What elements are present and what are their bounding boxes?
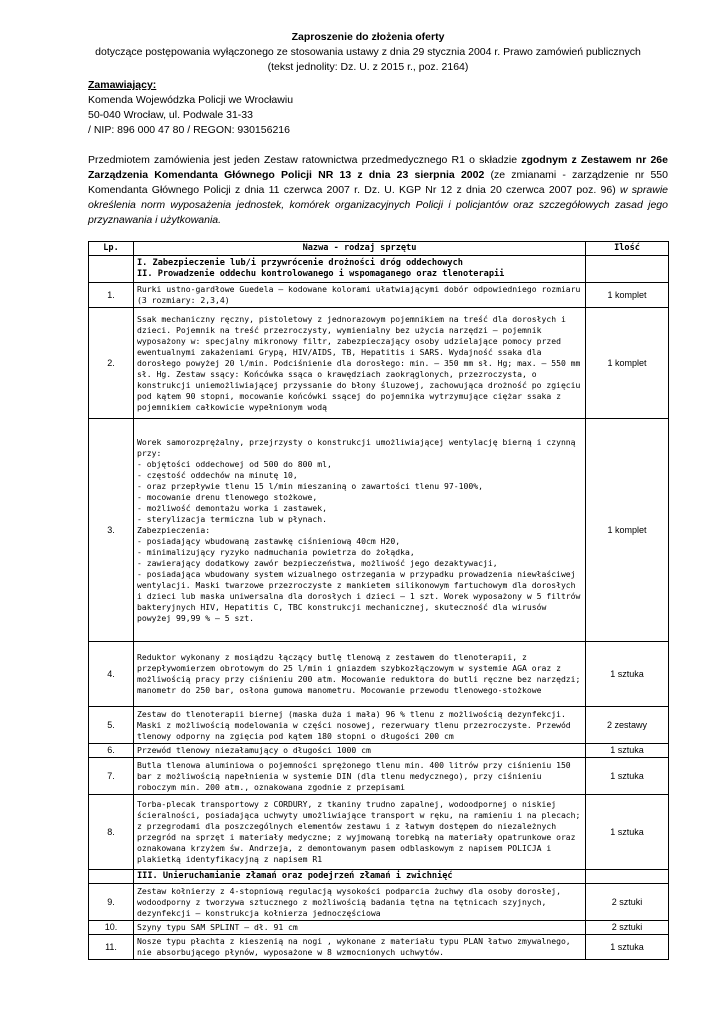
row-description: Zestaw do tlenoterapii biernej (maska duża i mała) 96 % tlenu z możliwością dezynfekcji. Maski z możliwością modelowania w części nosowej, rezerwuary tlenu przezroczyste. Przewód tlenowy odporny na zgięcia pod kątem 180 stopni o długości 200 cm xyxy=(134,707,586,744)
intro-bold-reference: zgodnym z Zestawem nr 26e Zarządzenia Komendanta Głównego Policji NR 13 z dnia 23 sierpnia 2002 xyxy=(88,154,668,181)
desc-line: - oraz przepływie tlenu 15 l/min mieszaniną o zawartości tlenu 97-100%, xyxy=(137,480,483,491)
header-name: Nazwa - rodzaj sprzętu xyxy=(134,242,586,256)
row-description: Szyny typu SAM SPLINT – dł. 91 cm xyxy=(134,921,586,935)
desc-line: - minimalizujący ryzyko nadmuchania powietrza do żołądka, xyxy=(137,546,415,557)
table-row xyxy=(89,921,669,935)
contracting-name: Komenda Wojewódzka Policji we Wrocławiu xyxy=(88,94,294,106)
row-quantity: 1 sztuka xyxy=(586,744,669,758)
row-quantity: 2 sztuki xyxy=(586,884,669,921)
row-lp: 7. xyxy=(89,758,134,795)
row-description: Nosze typu płachta z kieszenią na nogi , wykonane z materiału typu PLAN łatwo zmywalnego, nie absorbującego płynów, wyposażone w 8 wzmocnionych uchwytów. xyxy=(134,935,586,960)
row-lp: 4. xyxy=(89,642,134,707)
row-description: Torba-plecak transportowy z CORDURY, z tkaniny trudno zapalnej, wodoodpornej o niskiej ścieralności, posiadająca uchwyty umożliwiające transport w ręku, na ramieniu i na plecach; z przegrodami dla poszczególnych elementów zestawu i z łatwym dostępem do niezależnych przegród na sprzęt i materiały medyczne; z wyjmowaną torebką na materiały opatrunkowe oraz oznakowana krzyżem św. Andrzeja, z demontowanym pasem odblaskowym z napisem POLICJA i plakietką identyfikacyjną z napisem R1 xyxy=(134,795,586,870)
table-row xyxy=(89,308,669,419)
section-row xyxy=(89,870,669,884)
desc-line: - zawierający dodatkowy zawór bezpieczeństwa, możliwość jego dezaktywacji, xyxy=(137,557,498,568)
intro-paragraph xyxy=(88,153,668,228)
row-lp: 11. xyxy=(89,935,134,960)
row-lp: 6. xyxy=(89,744,134,758)
row-lp: 8. xyxy=(89,795,134,870)
table-row xyxy=(89,758,669,795)
row-quantity: 1 komplet xyxy=(586,308,669,419)
table-row xyxy=(89,707,669,744)
section-title-2: II. Prowadzenie oddechu kontrolowanego i wspomaganego oraz tlenoterapii xyxy=(137,269,505,279)
table-header-row xyxy=(89,242,669,256)
section-title xyxy=(134,256,586,283)
desc-line: - sterylizacja termiczna lub w płynach. xyxy=(137,513,328,524)
table-row xyxy=(89,795,669,870)
row-quantity: 1 komplet xyxy=(586,283,669,308)
row-lp: 1. xyxy=(89,283,134,308)
section-title-1: I. Zabezpieczenie lub/i przywrócenie drożności dróg oddechowych xyxy=(137,258,463,268)
table-row xyxy=(89,744,669,758)
table-row xyxy=(89,884,669,921)
table-row xyxy=(89,419,669,642)
header-lp: Lp. xyxy=(89,242,134,256)
contracting-ids: / NIP: 896 000 47 80 / REGON: 930156216 xyxy=(88,124,290,136)
row-lp: 10. xyxy=(89,921,134,935)
header-subtitle-line2: (tekst jednolity: Dz. U. z 2015 r., poz. 2164) xyxy=(267,61,469,73)
desc-line: Worek samorozprężalny, przejrzysty o konstrukcji umożliwiającej wentylację bierną i czynną przy: xyxy=(137,436,576,458)
table-row xyxy=(89,283,669,308)
desc-line: - możliwość demontażu worka i zastawek, xyxy=(137,502,328,513)
row-quantity: 2 sztuki xyxy=(586,921,669,935)
header-qty: Ilość xyxy=(586,242,669,256)
row-description: Przewód tlenowy niezałamujący o długości 1000 cm xyxy=(134,744,586,758)
table-row xyxy=(89,642,669,707)
row-lp: 9. xyxy=(89,884,134,921)
section-row xyxy=(89,256,669,283)
desc-line: - posiadający wbudowaną zastawkę ciśnieniową 40cm H20, xyxy=(137,535,401,546)
row-description: Ssak mechaniczny ręczny, pistoletowy z jednorazowym pojemnikiem na treść dla dorosłych i dzieci. Pojemnik na treść przezroczysty, wymienialny bez użycia narzędzi – pojemnik wyposażony w: specjalny mikronowy filtr, zabezpieczający osoby udzielające pomocy przed ewentualnymi zakażeniami Grypą, HIV/AIDS, TB, Hepatitis i SARS. Wydajność ssaka dla dorosłego powyżej 20 l/min. Podciśnienie dla dorosłego: min. – 350 mm sł. Hg; max. – 550 mm sł. Hg. Zestaw ssący: Końcówka ssąca o krawędziach zaokrąglonych, przezroczysta, o konstrukcji uniemożliwiającej przyssanie do błony śluzowej, zachowująca drożność po zgięciu pod kątem 90 stopni, mocowanie końcówki ssącej do pojemnika wytrzymujące ciężar ssaka z pojemnikiem całkowicie wypełnionym wodą xyxy=(134,308,586,419)
row-description: Zestaw kołnierzy z 4-stopniową regulacją wysokości podparcia żuchwy dla osoby dorosłej, wodoodporny z tworzywa sztucznego z możliwością badania tętna na tętnicach szyjnych, dezynfekcji – konstrukcja kołnierza jednoczęściowa xyxy=(134,884,586,921)
intro-text-1: Przedmiotem zamówienia jest jeden Zestaw ratownictwa przedmedycznego R1 o składzie xyxy=(88,154,522,166)
header-subtitle-line1: dotyczące postępowania wyłączonego ze stosowania ustawy z dnia 29 stycznia 2004 r. Prawo zamówień publicznych xyxy=(95,46,641,58)
row-lp: 5. xyxy=(89,707,134,744)
desc-line: - objętości oddechowej od 500 do 800 ml, xyxy=(137,458,332,469)
desc-line: Zabezpieczenia: xyxy=(137,524,211,535)
intro-text-2: (ze zmianami - zarządzenie nr 550 Komendanta Głównego Policji z dnia 11 czerwca 2007 r. Dz. U. KGP Nr 12 z dnia 20 czerwca 2007 poz. 96) xyxy=(88,169,668,196)
row-description xyxy=(134,419,586,642)
section-title: III. Unieruchamianie złamań oraz podejrzeń złamań i zwichnięć xyxy=(134,870,586,884)
desc-line: - mocowanie drenu tlenowego stożkowe, xyxy=(137,491,318,502)
table-row xyxy=(89,935,669,960)
contracting-label: Zamawiający: xyxy=(88,79,157,91)
row-quantity: 1 sztuka xyxy=(586,935,669,960)
row-lp: 3. xyxy=(89,419,134,642)
desc-line: - częstość oddechów na minutę 10, xyxy=(137,469,298,480)
document-header xyxy=(88,30,648,75)
document-title: Zaproszenie do złożenia oferty xyxy=(291,31,445,43)
row-description: Rurki ustno-gardłowe Guedela – kodowane kolorami ułatwiającymi dobór odpowiedniego rozmiaru (3 rozmiary: 2,3,4) xyxy=(134,283,586,308)
desc-line: - posiadająca wbudowany system wizualnego ostrzegania w przypadku prowadzenia niewłaściwej wentylacji. Maski twarzowe przezroczyste z mankietem silikonowym fartuchowym dla dorosłych i dzieci lub maska uniwersalna dla dorosłych i dzieci – 1 szt. Worek wyposażony w 5 filtrów bakteryjnych HIV, Hepatitis C, TBC konstrukcji mechanicznej, skuteczność dla wirusów powyżej 99,99 % – 5 szt. xyxy=(137,568,581,623)
contracting-address: 50-040 Wrocław, ul. Podwale 31-33 xyxy=(88,109,253,121)
contracting-authority xyxy=(88,78,648,138)
row-quantity: 1 komplet xyxy=(586,419,669,642)
row-description: Butla tlenowa aluminiowa o pojemności sprężonego tlenu min. 400 litrów przy ciśnieniu 150 bar z możliwością napełnienia w systemie DIN (dla tlenu medycznego), przy ciśnieniu roboczym min. 200 atm., oznakowana zgodnie z przepisami xyxy=(134,758,586,795)
row-quantity: 1 sztuka xyxy=(586,758,669,795)
row-quantity: 1 sztuka xyxy=(586,795,669,870)
row-quantity: 1 sztuka xyxy=(586,642,669,707)
row-description: Reduktor wykonany z mosiądzu łączący butlę tlenową z zestawem do tlenoterapii, z przepływomierzem obrotowym do 25 l/min i gniazdem szybkozłączowym w systemie AGA oraz z możliwością pracy przy ciśnieniu 200 atm. Mocowanie reduktora do butli ręczne bez narzędzi; manometr do 250 bar, osłona gumowa manometru. Mocowanie przewodu tlenowego-stożkowe xyxy=(134,642,586,707)
row-lp: 2. xyxy=(89,308,134,419)
equipment-table xyxy=(88,241,669,960)
intro-italic-title: w sprawie określenia norm wyposażenia jednostek, komórek organizacyjnych Policji i policjantów oraz szczegółowych zasad jego przyznawania i użytkowania. xyxy=(88,184,668,226)
row-quantity: 2 zestawy xyxy=(586,707,669,744)
